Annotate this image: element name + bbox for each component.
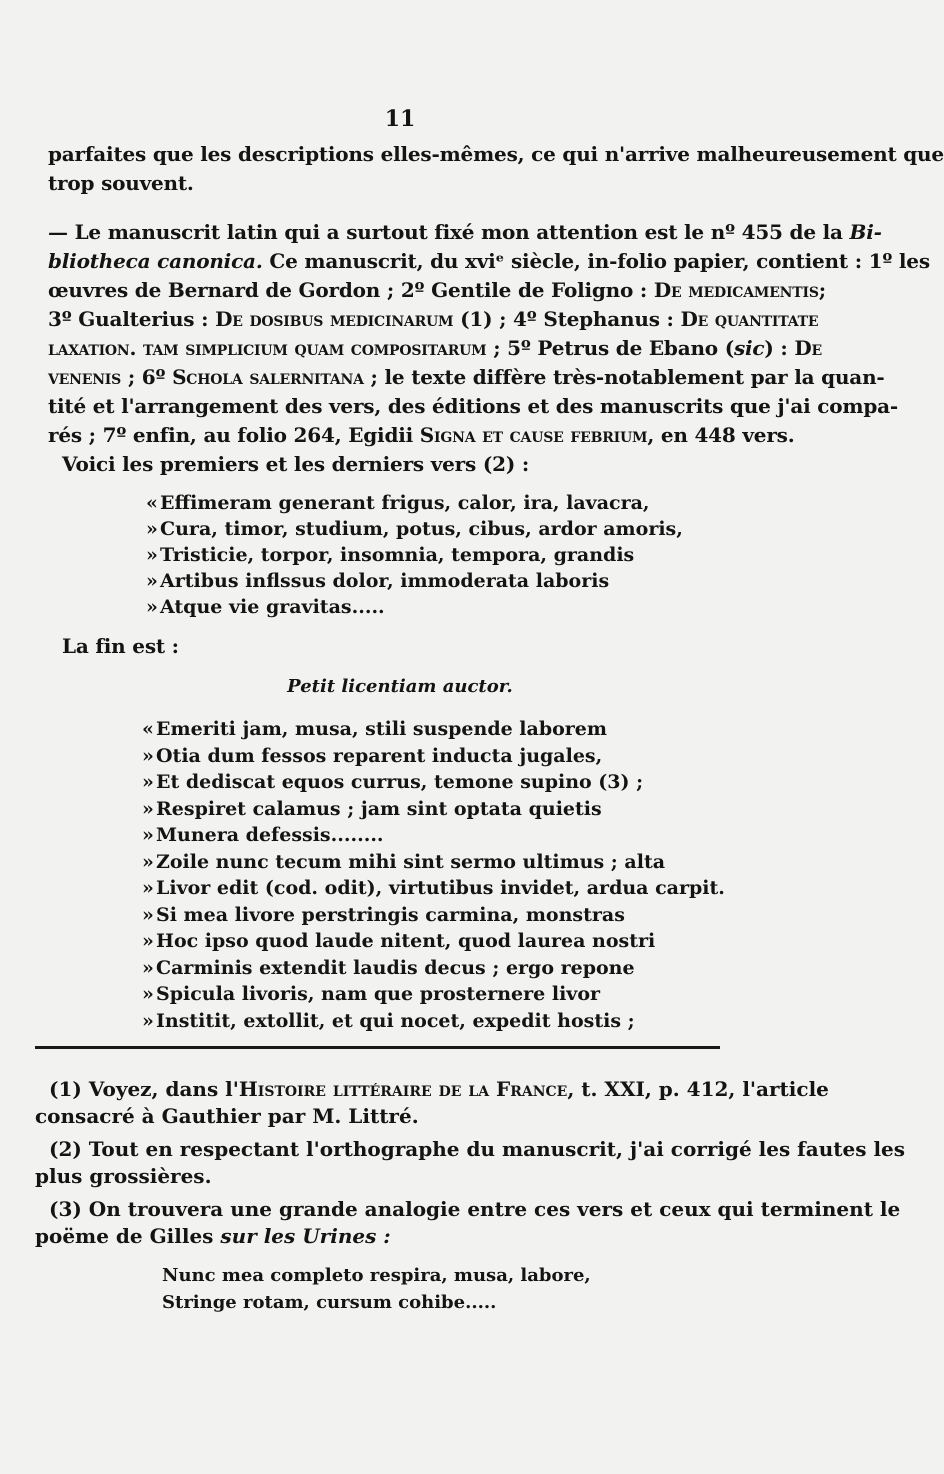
quote-mark: » [142, 797, 154, 820]
text-line: (3) On trouvera une grande analogie entre ces vers et ceux qui terminent le [49, 1197, 901, 1221]
verse-heading: Petit licentiam auctor. [287, 676, 513, 697]
quote-mark: » [142, 744, 154, 767]
opening-paragraph [48, 140, 944, 198]
verse-text: Emeriti jam, musa, stili suspende laborem [156, 718, 607, 740]
text-span: œuvres de Bernard de Gordon ; 2º Gentile de Foligno : [48, 278, 654, 302]
text-line [48, 276, 826, 305]
quote-mark: » [146, 518, 158, 540]
text-line: consacré à Gauthier par M. Littré. [35, 1104, 419, 1128]
verse-text: Respiret calamus ; jam sint optata quietis [156, 797, 602, 820]
smallcaps-span: venenis [48, 365, 122, 389]
text-span: ; 6º [121, 365, 173, 389]
text-line: parfaites que les descriptions elles-mêmes, ce qui n'arrive malheureusement que [48, 142, 944, 166]
text-line: (2) Tout en respectant l'orthographe du manuscrit, j'ai corrigé les fautes les [49, 1137, 906, 1161]
smallcaps-span: De [794, 336, 823, 360]
verse-line [142, 769, 725, 796]
last-verses [142, 716, 725, 1034]
quote-mark: » [142, 983, 154, 1005]
verse-line [142, 981, 725, 1008]
verse-line: Nunc mea completo respira, musa, labore, [162, 1265, 591, 1286]
quote-mark: » [146, 596, 158, 618]
text-span: — Le manuscrit latin qui a surtout fixé mon attention est le nº 455 de la [48, 220, 850, 244]
text-span: ; [818, 278, 826, 302]
text-line [48, 363, 885, 392]
quote-mark: » [142, 903, 154, 926]
verse-line [146, 542, 683, 568]
text-line: Voici les premiers et les derniers vers (2) : [62, 452, 530, 476]
verse-text: Si mea livore perstringis carmina, monstras [156, 903, 625, 926]
verse-text: Otia dum fessos reparent inducta jugales, [156, 744, 603, 767]
verse-text: Artibus inflssus dolor, immoderata laboris [160, 570, 610, 592]
verse-line [146, 568, 683, 594]
page-number: 11 [384, 106, 416, 132]
verse-text: Livor edit (cod. odit), virtutibus invidet, ardua carpit. [156, 877, 725, 899]
quote-mark: » [142, 1009, 154, 1032]
verse-line [142, 716, 725, 743]
text-line [48, 334, 823, 363]
text-span: ) : [764, 336, 795, 360]
italic-span: Bi- [849, 220, 882, 244]
text-span: (1) ; 4º Stephanus : [453, 307, 681, 331]
verse-line: Stringe rotam, cursum cohibe..... [162, 1292, 497, 1313]
smallcaps-span: Histoire littéraire de la France [238, 1077, 568, 1101]
smallcaps-span: De quantitate [680, 307, 819, 331]
footnote-divider [35, 1046, 720, 1049]
verse-line [146, 490, 683, 516]
text-line [48, 247, 930, 276]
verse-text: Cura, timor, studium, potus, cibus, ardor amoris, [160, 518, 683, 540]
text-line [48, 421, 795, 450]
footnote-3 [35, 1196, 901, 1250]
quote-mark: » [146, 544, 158, 566]
text-line [35, 1076, 829, 1103]
verse-line [142, 822, 725, 849]
verse-line [142, 1008, 725, 1035]
verse-text: Munera defessis........ [156, 824, 384, 846]
quote-mark: » [142, 824, 154, 846]
text-span: ; le texte diffère très-notablement par la quan- [363, 365, 885, 389]
manuscript-paragraph [48, 218, 930, 479]
verse-text: Effimeram generant frigus, calor, ira, lavacra, [160, 492, 650, 514]
verse-line [142, 902, 725, 929]
quote-mark: » [146, 570, 158, 592]
verse-line [142, 796, 725, 823]
verse-text: Atque vie gravitas..... [160, 596, 385, 618]
quote-mark: « [142, 718, 154, 740]
text-span: , t. XXI, p. 412, l'article [567, 1077, 829, 1101]
footnote-2 [35, 1136, 906, 1190]
text-span: poëme de Gilles [35, 1224, 221, 1248]
quote-mark: » [142, 771, 154, 793]
smallcaps-span: Schola salernitana [172, 365, 364, 389]
text-line [48, 218, 882, 247]
text-line: trop souvent. [48, 171, 194, 195]
text-line: plus grossières. [35, 1164, 212, 1188]
text-span: , en 448 vers. [647, 423, 795, 447]
first-verses [146, 490, 683, 620]
quote-mark: « [146, 492, 158, 514]
verse-text: Carminis extendit laudis decus ; ergo repone [156, 956, 635, 979]
verse-text: Institit, extollit, et qui nocet, expedit hostis ; [156, 1009, 635, 1032]
quote-mark: » [142, 956, 154, 979]
quote-mark: » [142, 850, 154, 873]
verse-line [142, 875, 725, 902]
verse-text: Hoc ipso quod laude nitent, quod laurea nostri [156, 930, 656, 952]
verse-line [146, 516, 683, 542]
text-span: 3º Gualterius : [48, 307, 216, 331]
smallcaps-span: Signa et cause febrium [419, 423, 648, 447]
text-line [35, 1223, 725, 1250]
text-span: rés ; 7º enfin, au folio 264, Egidii [48, 423, 420, 447]
verse-line [146, 594, 683, 620]
footnote-verses [162, 1262, 591, 1316]
verse-line [142, 849, 725, 876]
footnotes [35, 1076, 906, 1256]
text-line: tité et l'arrangement des vers, des éditions et des manuscrits que j'ai compa- [48, 394, 898, 418]
smallcaps-span: De dosibus medicinarum [215, 307, 454, 331]
smallcaps-span: laxation. tam simplicium quam compositarum [48, 336, 487, 360]
italic-span: sic [733, 336, 765, 360]
quote-mark: » [142, 930, 154, 952]
footnote-1 [35, 1076, 829, 1130]
verse-line [142, 743, 725, 770]
verse-text: Spicula livoris, nam que prosternere livor [156, 983, 601, 1005]
verse-text: Et dediscat equos currus, temone supino (3) ; [156, 771, 644, 793]
quote-mark: » [142, 877, 154, 899]
text-span: Ce manuscrit, du xviᵉ siècle, in-folio papier, contient : 1º les [262, 249, 930, 273]
verse-line [142, 928, 725, 955]
text-span: (1) Voyez, dans l' [49, 1077, 239, 1101]
italic-span: sur les Urines : [220, 1224, 391, 1248]
smallcaps-span: De medicamentis [653, 278, 819, 302]
text-span: ; 5º Petrus de Ebano ( [486, 336, 734, 360]
verse-line [142, 955, 725, 982]
la-fin-line: La fin est : [62, 634, 179, 658]
text-line [48, 305, 819, 334]
italic-span: bliotheca canonica. [48, 249, 263, 273]
verse-text: Tristicie, torpor, insomnia, tempora, grandis [160, 544, 635, 566]
verse-text: Zoile nunc tecum mihi sint sermo ultimus ; alta [156, 850, 666, 873]
